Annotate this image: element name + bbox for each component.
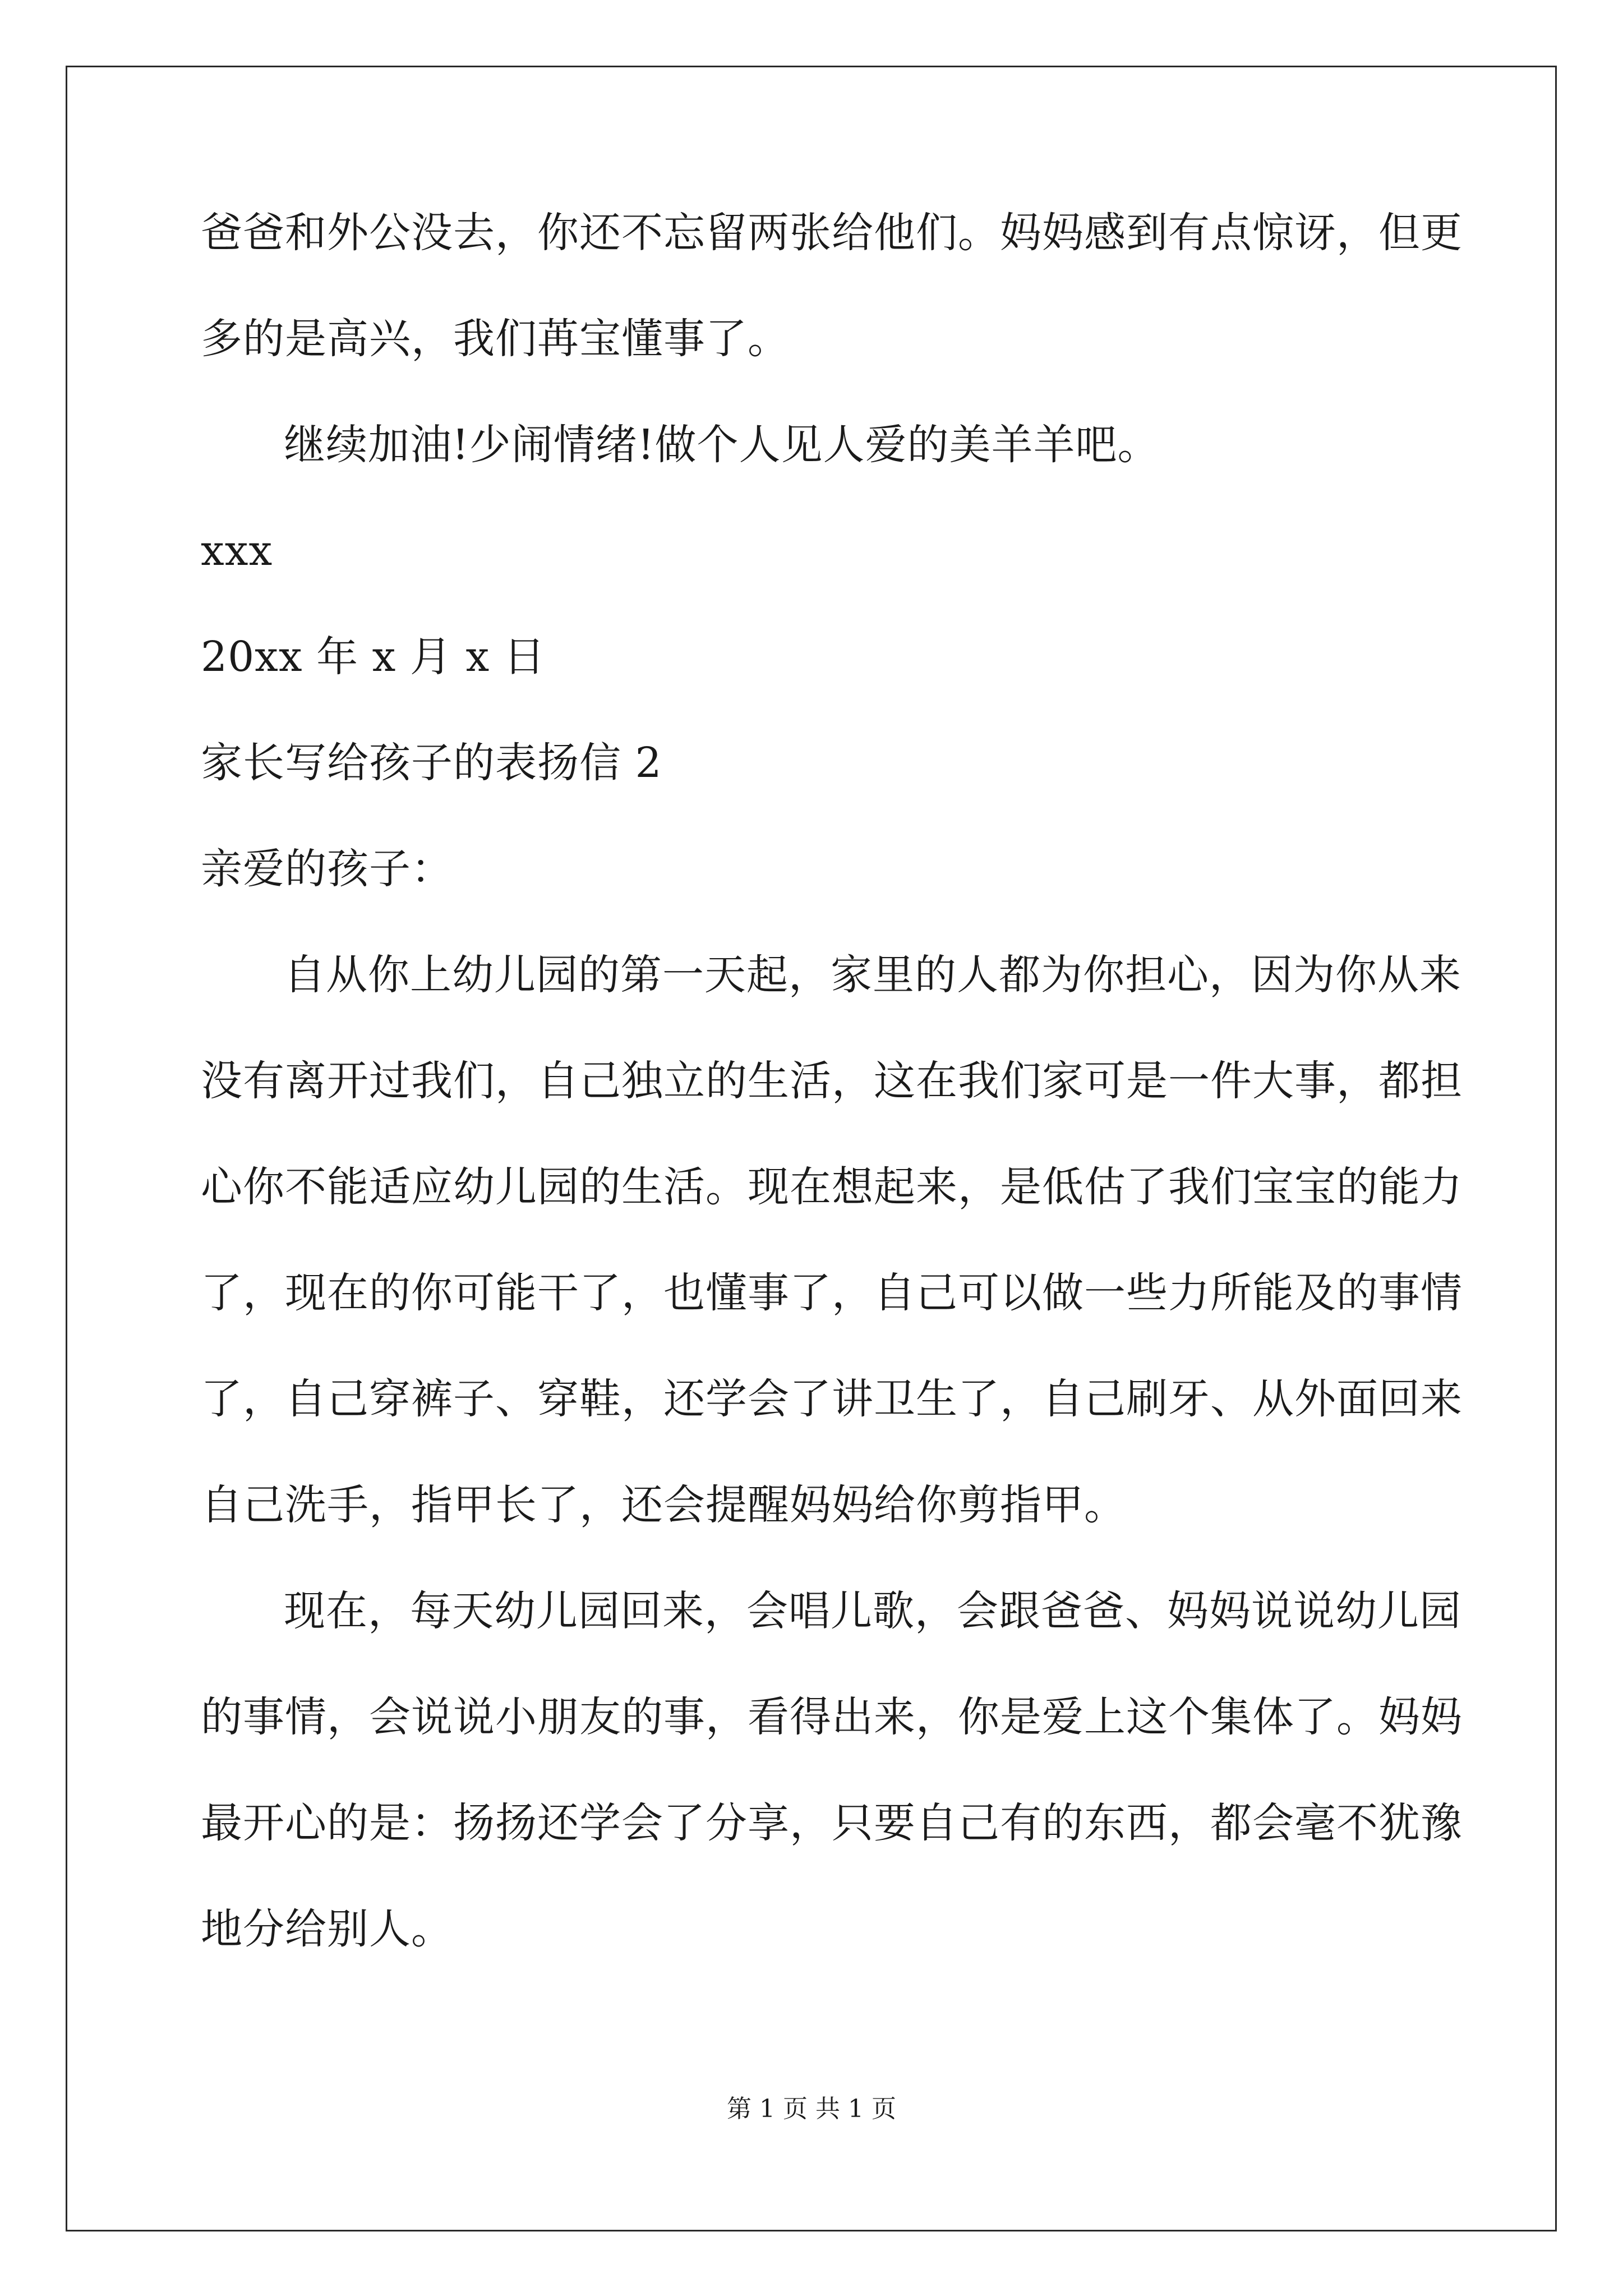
text-line-8: 自从你上幼儿园的第一天起，家里的人都为你担心，因为你从来 <box>284 951 1461 999</box>
text-line-15: 的事情，会说说小朋友的事，看得出来，你是爱上这个集体了。妈妈 <box>201 1693 1463 1741</box>
page-footer: 第 1 页 共 1 页 <box>727 2095 896 2123</box>
salutation: 亲爱的孩子： <box>201 845 453 893</box>
date-line: 20xx 年 x 月 x 日 <box>201 633 546 681</box>
text-line-9: 没有离开过我们，自己独立的生活，这在我们家可是一件大事，都担 <box>201 1057 1463 1105</box>
text-line-1: 爸爸和外公没去，你还不忘留两张给他们。妈妈感到有点惊讶，但更 <box>201 209 1463 257</box>
letter-title: 家长写给孩子的表扬信 2 <box>201 739 662 787</box>
text-line-13: 自己洗手，指甲长了，还会提醒妈妈给你剪指甲。 <box>201 1481 1126 1529</box>
text-line-14: 现在，每天幼儿园回来，会唱儿歌，会跟爸爸、妈妈说说幼儿园 <box>284 1587 1461 1635</box>
signature: xxx <box>201 527 273 575</box>
text-line-3: 继续加油!少闹情绪!做个人见人爱的美羊羊吧。 <box>284 421 1160 469</box>
text-line-10: 心你不能适应幼儿园的生活。现在想起来，是低估了我们宝宝的能力 <box>201 1163 1463 1211</box>
text-line-16: 最开心的是：扬扬还学会了分享，只要自己有的东西，都会毫不犹豫 <box>201 1799 1463 1847</box>
document-body <box>201 208 1463 2010</box>
text-line-12: 了，自己穿裤子、穿鞋，还学会了讲卫生了，自己刷牙、从外面回来 <box>201 1375 1463 1423</box>
text-line-2: 多的是高兴，我们苒宝懂事了。 <box>201 315 790 363</box>
text-line-17: 地分给别人。 <box>201 1905 453 1953</box>
text-line-11: 了，现在的你可能干了，也懂事了，自己可以做一些力所能及的事情 <box>201 1269 1463 1317</box>
